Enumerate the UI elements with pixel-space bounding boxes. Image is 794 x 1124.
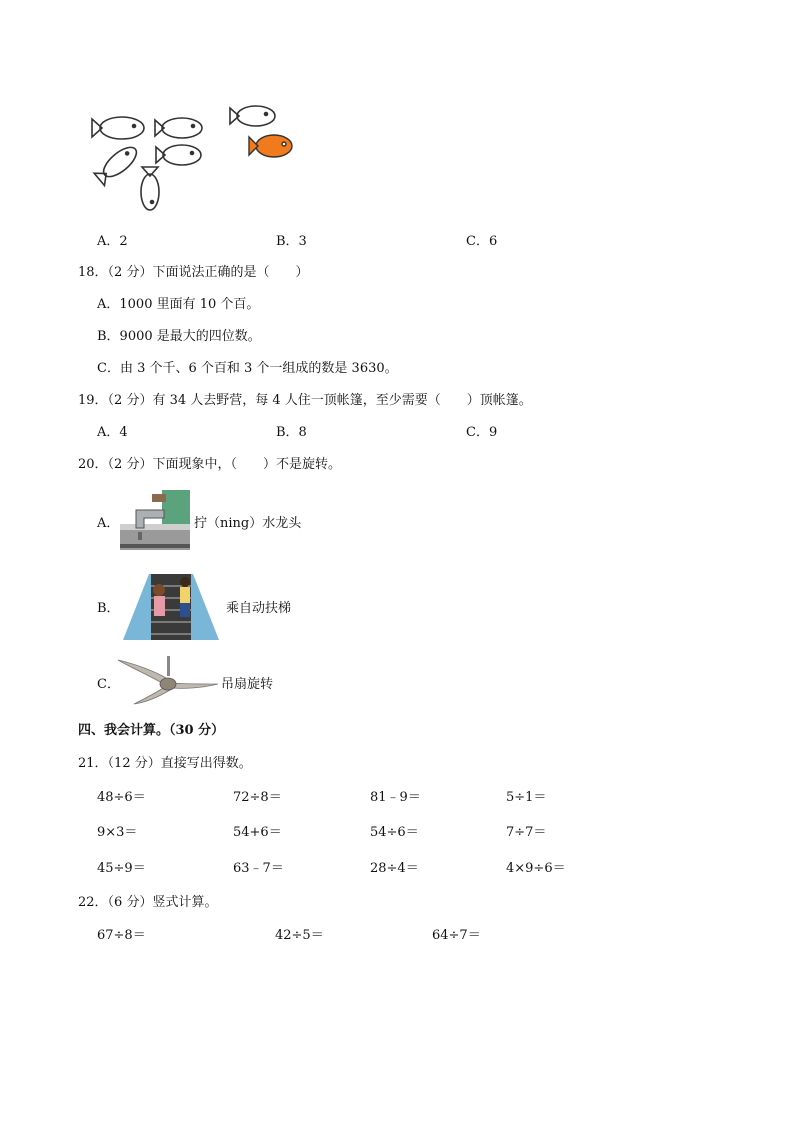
q18-option-c[interactable]: C．由 3 个千、6 个百和 3 个一组成的数是 3630。 [97,361,398,376]
q21-item: 54+6＝ [233,825,282,840]
fish-group-image [92,100,302,220]
q20-option-c-letter[interactable]: C． [97,677,120,692]
ceiling-fan-image [116,656,220,708]
q21-item: 72÷8＝ [233,790,282,805]
q20-option-a-letter[interactable]: A． [97,516,120,531]
q18-option-a[interactable]: A．1000 里面有 10 个百。 [97,297,260,312]
q20-option-a-text: 拧（ning）水龙头 [194,516,302,531]
q20-option-b-letter[interactable]: B． [97,601,120,616]
q21-item: 48÷6＝ [97,790,146,805]
q22-item: 42÷5＝ [275,928,324,943]
q17-option-a[interactable]: A．2 [97,234,128,249]
q19-option-c[interactable]: C．9 [466,425,498,440]
escalator-image [121,570,221,642]
q17-option-b[interactable]: B．3 [276,234,307,249]
q21-item: 28÷4＝ [370,861,419,876]
q22-stem: 22．（6 分）竖式计算。 [78,895,218,910]
q21-item: 54÷6＝ [370,825,419,840]
q21-item: 45÷9＝ [97,861,146,876]
q17-option-c[interactable]: C．6 [466,234,498,249]
q21-item: 63﹣7＝ [233,861,284,876]
q20-stem: 20．（2 分）下面现象中，（ ）不是旋转。 [78,457,341,472]
q21-item: 5÷1＝ [506,790,547,805]
q21-item: 7÷7＝ [506,825,547,840]
q18-option-b[interactable]: B．9000 是最大的四位数。 [97,329,261,344]
q21-item: 81﹣9＝ [370,790,421,805]
q21-item: 4×9÷6＝ [506,861,566,876]
q20-option-c-text: 吊扇旋转 [221,677,274,692]
q21-stem: 21．（12 分）直接写出得数。 [78,756,252,771]
section4-title: 四、我会计算。（30 分） [78,723,225,738]
q19-option-a[interactable]: A．4 [97,425,128,440]
q21-item: 9×3＝ [97,825,138,840]
q19-stem: 19．（2 分）有 34 人去野营，每 4 人住一顶帐篷，至少需要（ ）顶帐篷。 [78,393,532,408]
q19-option-b[interactable]: B．8 [276,425,307,440]
q22-item: 67÷8＝ [97,928,146,943]
q22-item: 64÷7＝ [432,928,481,943]
q20-option-b-text: 乘自动扶梯 [226,601,292,616]
q18-stem: 18．（2 分）下面说法正确的是（ ） [78,265,309,280]
faucet-image [118,488,192,554]
